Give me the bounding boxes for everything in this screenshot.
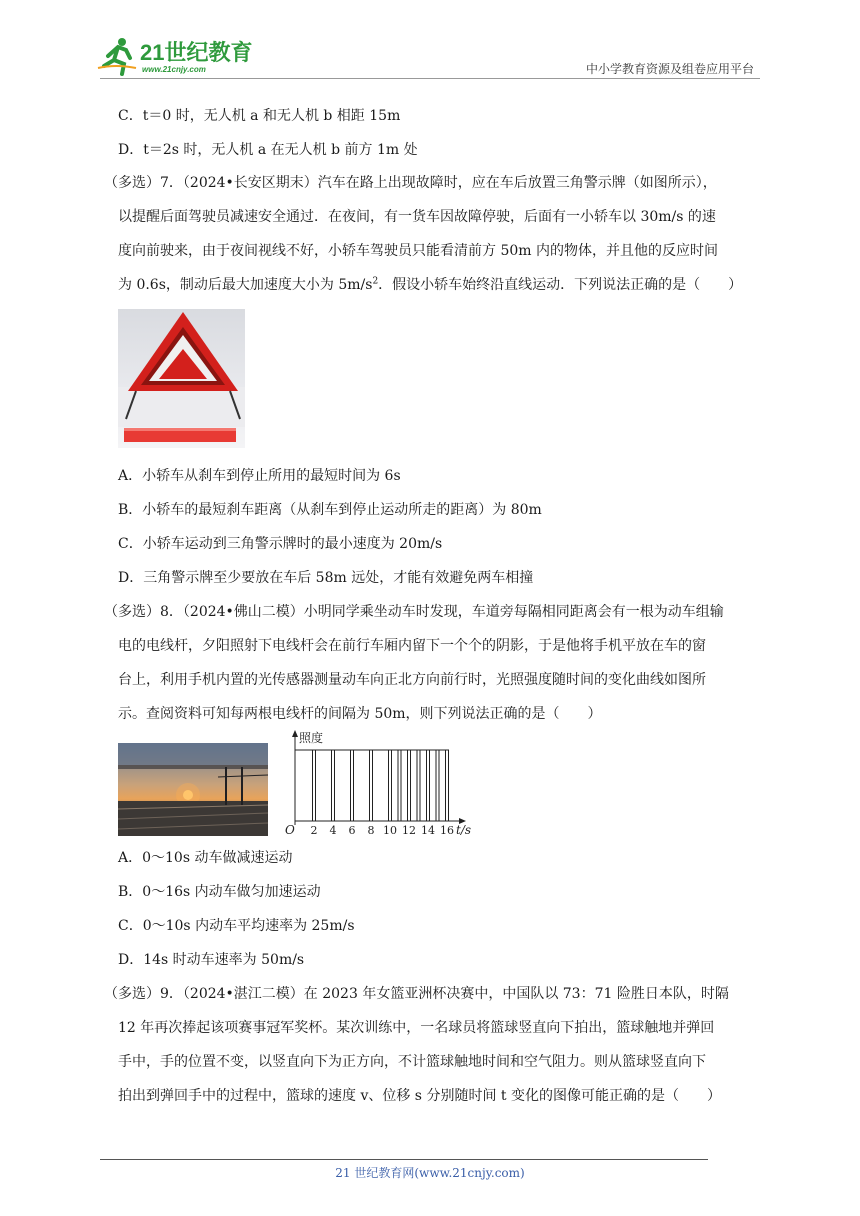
q7-stem-line4-b: ．假设小轿车始终沿直线运动．下列说法正确的是（ ） xyxy=(378,277,743,293)
q8-option-d: D．14s 时动车速率为 50m/s xyxy=(118,952,305,968)
q9-stem-line1: （多选）9．（2024•湛江二模）在 2023 年女篮亚洲杯决赛中，中国队以 73：71 险胜日本队，时隔 xyxy=(104,986,729,1002)
logo-sub-text: www.21cnjy.com xyxy=(142,65,206,74)
q8-stem-line1: （多选）8．（2024•佛山二模）小明同学乘坐动车时发现，车道旁每隔相同距离会有一根为动车组输 xyxy=(104,604,724,620)
q8-stem-line3: 台上，利用手机内置的光传感器测量动车向正北方向前行时，光照强度随时间的变化曲线如图所 xyxy=(118,672,706,688)
q7-option-a: A．小轿车从刹车到停止所用的最短时间为 6s xyxy=(118,468,401,484)
chart-y-axis-arrow xyxy=(292,730,298,737)
q8-option-b: B．0～16s 内动车做匀加速运动 xyxy=(118,884,321,900)
logo-main-text: 21世纪教育 xyxy=(140,40,253,65)
chart-x-tick-label-1: 4 xyxy=(329,824,337,837)
chart-x-tick-label-2: 6 xyxy=(348,824,356,837)
q8-option-c: C．0～10s 内动车平均速率为 25m/s xyxy=(118,918,355,934)
header-divider xyxy=(100,78,760,79)
chart-y-label: 照度 xyxy=(299,731,324,745)
q7-option-d: D．三角警示牌至少要放在车后 58m 远处，才能有效避免两车相撞 xyxy=(118,570,534,586)
q7-option-b: B．小轿车的最短刹车距离（从刹车到停止运动所走的距离）为 80m xyxy=(118,502,542,518)
q7-stem-line4-a: 为 0.6s，制动后最大加速度大小为 5m/s xyxy=(118,277,373,293)
chart-x-label: t/s xyxy=(456,823,472,837)
q7-stem-line3: 度向前驶来，由于夜间视线不好，小轿车驾驶员只能看清前方 50m 内的物体，并且他的反应时间 xyxy=(118,243,718,259)
chart-x-tick-label-4: 10 xyxy=(383,824,397,837)
q8-stem-line2: 电的电线杆，夕阳照射下电线杆会在前行车厢内留下一个个的阴影，于是他将手机平放在车的窗 xyxy=(118,638,706,654)
warning-triangle-photo xyxy=(118,309,245,448)
q7-stem-line1: （多选）7．（2024•长安区期末）汽车在路上出现故障时，应在车后放置三角警示牌（如图所示）， xyxy=(104,175,717,191)
chart-x-tick-label-3: 8 xyxy=(367,824,375,837)
header-tagline: 中小学教育资源及组卷应用平台 xyxy=(585,62,754,76)
page-header xyxy=(0,0,860,80)
chart-x-tick-label-7: 16 xyxy=(440,824,454,837)
chart-x-tick-label-6: 14 xyxy=(421,824,435,837)
q7-option-c: C．小轿车运动到三角警示牌时的最小速度为 20m/s xyxy=(118,536,443,552)
site-logo xyxy=(96,34,256,78)
chart-x-tick-label-5: 12 xyxy=(402,824,416,837)
q9-stem-line2: 12 年再次捧起该项赛事冠军奖杯。某次训练中，一名球员将篮球竖直向下拍出，篮球触地并弹回 xyxy=(118,1020,715,1036)
q9-stem-line3: 手中，手的位置不变，以竖直向下为正方向，不计篮球触地时间和空气阻力。则从篮球竖直向下 xyxy=(118,1054,706,1070)
chart-x-tick-label-0: 2 xyxy=(310,824,318,837)
chart-origin-label: O xyxy=(285,823,295,837)
q7-stem-line2: 以提醒后面驾驶员减速安全通过．在夜间，有一货车因故障停驶，后面有一小轿车以 30m/s 的速 xyxy=(118,209,716,225)
sunset-railway-photo xyxy=(118,743,268,836)
footer-divider xyxy=(100,1159,708,1160)
q7-stem-line4 xyxy=(118,275,742,295)
footer-link[interactable]: 21 世纪教育网(www.21cnjy.com) xyxy=(335,1166,525,1180)
q6-option-c: C．t＝0 时，无人机 a 和无人机 b 相距 15m xyxy=(118,108,401,124)
q7-stem-line4-sup: 2 xyxy=(372,276,379,287)
q8-stem-line4: 示。查阅资料可知每两根电线杆的间隔为 50m，则下列说法正确的是（ ） xyxy=(118,706,602,722)
illuminance-chart-svg xyxy=(276,728,480,840)
q8-option-a: A．0～10s 动车做减速运动 xyxy=(118,850,293,866)
q9-stem-line4: 拍出到弹回手中的过程中，篮球的速度 v、位移 s 分别随时间 t 变化的图像可能正确的是（ ） xyxy=(118,1088,721,1104)
illuminance-chart xyxy=(276,728,480,840)
q6-option-d: D．t＝2s 时，无人机 a 在无人机 b 前方 1m 处 xyxy=(118,142,418,158)
